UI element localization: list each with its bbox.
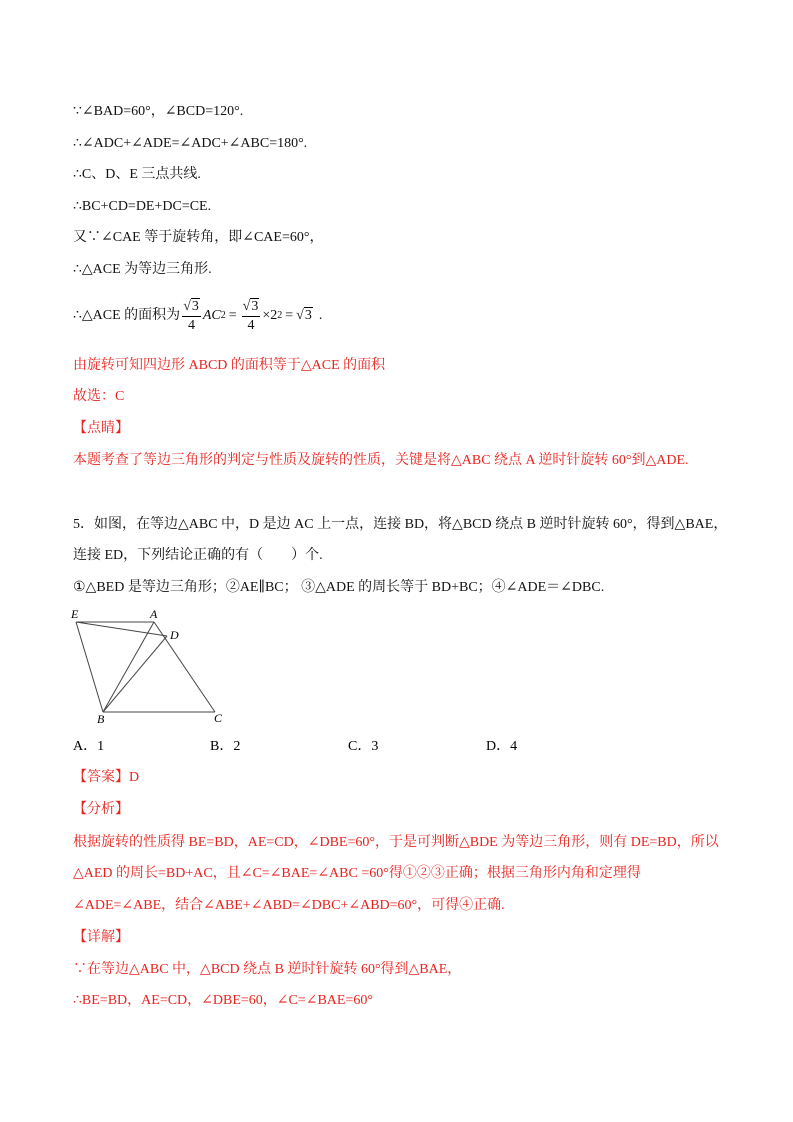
period: . (318, 308, 323, 323)
option-c: C．3 (348, 739, 379, 754)
radicand: 3 (191, 298, 199, 314)
text-line: ∵在等边△ABC 中，△BCD 绕点 B 逆时针旋转 60°得到△BAE， (73, 962, 462, 977)
formula-prefix: ∴△ACE 的面积为 (73, 308, 181, 323)
label-E: E (71, 607, 79, 621)
answer-label: 【答案】D (73, 770, 140, 785)
denominator: 4 (188, 317, 196, 333)
text-line: ∴BC+CD=DE+DC=CE. (73, 199, 212, 214)
section-heading: 【点睛】 (73, 421, 129, 436)
text-line: ∠ADE=∠ABE，结合∠ABE+∠ABD=∠DBC+∠ABD=60°，可得④正确. (73, 898, 505, 913)
denominator: 4 (247, 317, 255, 333)
text-line: 根据旋转的性质得 BE=BD，AE=CD，∠DBE=60°，于是可判断△BDE 为等边三角形，则有 DE=BD，所以 (73, 835, 719, 850)
label-A: A (150, 607, 158, 621)
text-line: ∴∠ADC+∠ADE=∠ADC+∠ABC=180°. (73, 136, 308, 151)
text-line: ∴△ACE 为等边三角形. (73, 262, 212, 277)
text-line: ∴C、D、E 三点共线. (73, 167, 201, 182)
section-heading: 【详解】 (73, 930, 129, 945)
ac-symbol: AC (202, 308, 221, 323)
text-line: ∵∠BAD=60°，∠BCD=120°. (73, 104, 244, 119)
segment-AC (154, 622, 215, 712)
equals-sign: = (228, 308, 237, 323)
question-text: 5．如图，在等边△ABC 中，D 是边 AC 上一点，连接 BD，将△BCD 绕点 B 逆时针旋转 60°，得到△BAE， (73, 517, 728, 532)
text-line: ∴BE=BD，AE=CD，∠DBE=60，∠C=∠BAE=60° (73, 993, 373, 1008)
equals-sign: = (285, 308, 294, 323)
exponent: 2 (220, 310, 226, 321)
fraction-sqrt3-over-4: √ 3 4 (183, 298, 199, 333)
label-B: B (97, 712, 105, 726)
option-a: A．1 (73, 739, 105, 754)
answer-options (73, 738, 673, 756)
text-line: 本题考查了等边三角形的判定与性质及旋转的性质，关键是将△ABC 绕点 A 逆时针旋转 60°到△ADE. (73, 453, 689, 468)
label-D: D (170, 628, 179, 642)
section-heading: 【分析】 (73, 802, 129, 817)
base-two: 2 (270, 308, 278, 323)
segment-AB (103, 622, 154, 712)
text-line: 故选：C (73, 389, 125, 404)
segment-EB (76, 622, 103, 712)
text-line: △AED 的周长=BD+AC，且∠C=∠BAE=∠ABC =60°得①②③正确；根据三角形内角和定理得 (73, 866, 641, 881)
option-d: D．4 (486, 739, 518, 754)
radicand: 3 (251, 298, 259, 314)
question-text: 连接 ED，下列结论正确的有（ ）个. (73, 548, 323, 563)
sqrt-3: √ 3 (296, 308, 312, 323)
text-line: 又∵∠CAE 等于旋转角，即∠CAE=60°， (73, 230, 324, 245)
geometry-figure (68, 605, 238, 727)
times-sign: × (262, 308, 271, 323)
exponent: 2 (277, 310, 283, 321)
text-line: 由旋转可知四边形 ABCD 的面积等于△ACE 的面积 (73, 358, 386, 373)
fraction-sqrt3-over-4: √ 3 4 (242, 298, 259, 333)
segment-BD (103, 636, 167, 712)
label-C: C (214, 711, 223, 725)
question-statements: ①△BED 是等边三角形；②AE∥BC； ③△ADE 的周长等于 BD+BC；④∠ADE＝∠DBC. (73, 580, 605, 595)
option-b: B．2 (210, 739, 241, 754)
area-formula-line (73, 296, 322, 336)
